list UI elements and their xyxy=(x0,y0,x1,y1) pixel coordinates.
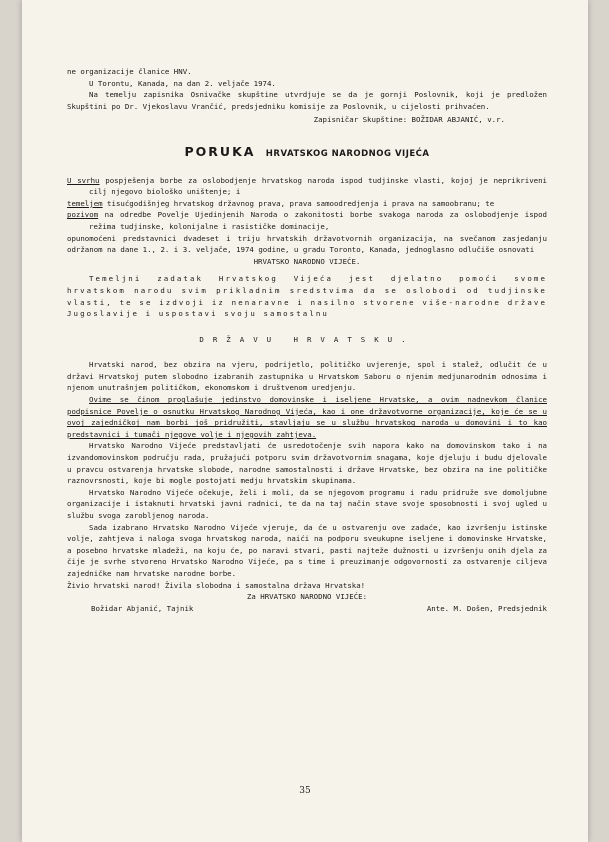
document-page xyxy=(22,0,588,842)
title-poruka: PORUKA xyxy=(184,143,256,159)
signer-left: Božidar Abjanić, Tajnik xyxy=(91,603,194,613)
preamble-item-2 xyxy=(67,198,547,210)
document-title xyxy=(67,143,547,161)
opunomoceni-paragraph: opunomoćeni predstavnici dvadeset i triju hrvatskih državotvornih organizacija, na svečanom zasjedanju održanom na dane 1., 2. i 3. veljače, 1974 godine, u gradu Toronto, Kanada, jednoglasno odlučiše osnovati xyxy=(67,233,547,255)
closing-line: Živio hrvatski narod! Živila slobodna i samostalna država Hrvatska! xyxy=(67,580,366,590)
preamble-keyword-2: temeljem xyxy=(67,198,103,208)
preamble-text-2: tisućgodišnjeg hrvatskog državnog prava, prava samoodredjenja i prava na samoobranu; te xyxy=(102,198,495,208)
title-rest: HRVATSKOG NARODNOG VIJEĆA xyxy=(265,148,430,159)
paragraph-2-underlined: Ovime se činom proglašuje jedinstvo domovinske i iseljene Hrvatske, a ovim nadnevkom članice podpisnice Povelje o osnutku Hrvatskog Narodnog Vijeća, kao i one državotvorne organizacije, koje će se u ovoj zajedničkoj nam borbi još pridružiti, stavljaju se u službu hrvatskog naroda u domovini i to kao predstavnici i tumači njegove volje i njegovih zahtjeva. xyxy=(67,395,547,439)
signatures xyxy=(67,603,547,615)
preamble-keyword-1: U svrhu xyxy=(67,175,100,185)
signer-right: Ante. M. Došen, Predsjednik xyxy=(426,603,547,613)
hnv-heading: HRVATSKO NARODNO VIJEĆE. xyxy=(253,256,361,266)
za-hnv-line: Za HRVATSKO NARODNO VIJEĆE: xyxy=(246,592,368,602)
paragraph-5: Sada izabrano Hrvatsko Narodno Vijeće vjeruje, da će u ostvarenju ove zadaće, kao izvršenju istinske volje, zahtjeva i naloga svoga hrvatskog naroda, naići na podporu sveukupne iseljene i domovinske Hrvatske, a posebno hrvatske mladeži, na koju će, po naravi stvari, pasti najteže dužnosti u izvršenju onih djela za čije je svrhe stvoreno Hrvatsko Narodno Vijeće, pa s time i preuzimanje odgovornosti za ostvarenje ciljeva zajedničke nam hrvatske narodne borbe. xyxy=(67,522,547,578)
intro-line-2: U Torontu, Kanada, na dan 2. veljače 1974. xyxy=(89,78,276,88)
intro-paragraph: Na temelju zapisnika Osnivačke skupštine utvrdjuje se da je gornji Poslovnik, koji je predložen Skupštini po Dr. Vjekoslavu Vrančić, predsjedniku komisije za Poslovnik, u cijelosti prihvaćen. xyxy=(67,90,547,111)
preamble-item-1 xyxy=(67,175,547,198)
page-number: 35 xyxy=(299,786,311,796)
spaced-paragraph: Temeljni zadatak Hrvatskog Vijeća jest djelatno pomoći svome hrvatskom narodu svim prikladnim sredstvima da se oslobodi od tudjinske vlasti, te se izdvoji iz nenaravne i nasilno stvorene više-narodne države Jugoslavije i uspostavi svoju samostalnu xyxy=(67,274,547,319)
paragraph-3: Hrvatsko Narodno Vijeće predstavljati će usredotočenje svih napora kako na domovinskom tako i na izvandomovinskom području rada, pružajući potporu svim državotvornim snagama, koje djeluju i budu djelovale u pravcu ostvarenja hrvatske slobode, narodne samostalnosti i države Hrvatske, bez obzira na ine političke raznovrsnosti, koje bi mogle postojati medju hrvatskim skupinama. xyxy=(67,441,547,486)
preamble-keyword-3: pozivom xyxy=(67,210,99,220)
preamble-text-1: pospješenja borbe za oslobodjenje hrvatskog naroda ispod tudjinske vlasti, kojoj je neprikriveni cilj njegovo biološko uništenje; i xyxy=(89,175,547,197)
paragraph-4: Hrvatsko Narodno Vijeće očekuje, želi i moli, da se njegovom programu i radu pridruže sve domoljubne organizacije i istaknuti hrvatski javni radnici, te da na taj način stave svoje sposobnosti i svoj ugled u službu svoga zarobljenog naroda. xyxy=(67,487,547,520)
preamble-text-3: na odredbe Povelje Ujedinjenih Naroda o zakonitosti borbe svakoga naroda za oslobodjenje ispod režima tudjinske, kolonijalne i rasističke dominacije, xyxy=(89,210,547,231)
paragraph-1: Hrvatski narod, bez obzira na vjeru, podrijetlo, političko uvjerenje, spol i stalež, odlučit će u državi Hrvatskoj putem slobodno izabranih zastupnika u Hrvatskom Saboru o njenim medjunarodnim odnosima i njenom unutrašnjem političkom, ekonomskom i društvenom uredjenju. xyxy=(67,360,547,393)
drzavu-hrvatsku-heading: DRŽAVU HRVATSKU. xyxy=(199,334,415,344)
intro-line-1: ne organizacije članice HNV. xyxy=(67,67,192,76)
page-content xyxy=(67,66,547,614)
intro-signature: Zapisničar Skupštine: BOŽIDAR ABJANIĆ, v.r. xyxy=(313,115,505,125)
preamble-item-3 xyxy=(67,209,547,232)
